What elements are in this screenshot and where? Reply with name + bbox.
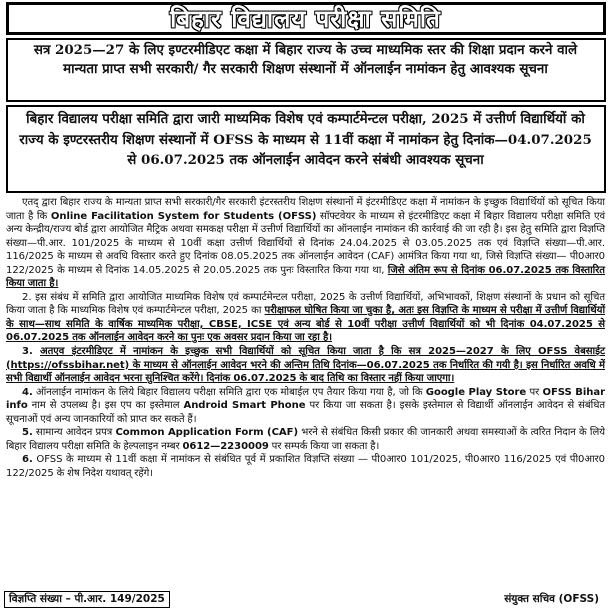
para2-text-b: परीक्षाफल घोषित किया जा चुका है, अतः इस विज्ञप्ति के माध्यम से परीक्षा में उत्तीर्ण विद्यार्थियों के साथ—साथ समिति के वार्षिक माध्यमिक परीक्षा, CBSE, ICSE एवं अन्य बोर्ड से 10वीं परीक्षा उत्तीर्ण विद्यार्थियों को भी दिनांक 04.07.2025 से 06.07.2025 तक ऑनलाईन आवेदन करने का पुनः एक अवसर प्रदान किया जा रहा है। bbox=[6, 305, 605, 344]
para5-text-c: पर सम्पर्क किया जा सकता है। bbox=[268, 440, 380, 452]
para4-app-name: OFSS Bihar info bbox=[6, 386, 606, 412]
paragraph-3 bbox=[6, 345, 605, 386]
para3-number: 3. bbox=[22, 346, 33, 358]
para2-number: 2. bbox=[22, 291, 32, 303]
header-title: बिहार विद्यालय परीक्षा समिति bbox=[170, 4, 441, 33]
notice-footer bbox=[4, 590, 607, 608]
para1-ofss: Online Facilitation System for Students (OFSS) bbox=[50, 210, 317, 222]
para1-rest: सॉफ्टवेयर के माध्यम से इंटरमीडिएट कक्षा में बिहार विद्यालय परीक्षा समिति एवं अन्य केन्द्रीय/राज्य बोर्ड द्वारा आयोजित मैट्रिक अथवा समकक्ष परीक्षा में उत्तीर्ण विद्यार्थियों का ऑनलाईन नामांकन की कार्रवाई की जा रही है। इस हेतु समिति द्वारा विज्ञप्ति संख्या—पी.आर. 101/2025 के माध्यम से 10वीं कक्षा उत्तीर्ण विद्यार्थियों से दिनांक 24.04.2025 से 03.05.2025 तक एवं विज्ञप्ति संख्या—पी.आर. 116/2025 के माध्यम से अवधि विस्तार करते हुए दिनांक 08.05.2025 तक ऑनलाईन आवेदन (CAF) आमंत्रित किया गया था, जिसे विज्ञप्ति संख्या— पी0आर0 122/2025 के माध्यम से दिनांक 14.05.2025 से 20.05.2025 तक पुनः विस्तारित किया गया था, bbox=[6, 210, 606, 276]
para6-number: 6. bbox=[22, 454, 33, 466]
reference-number: विज्ञप्ति संख्या – पी.आर. 149/2025 bbox=[4, 591, 170, 608]
notice-box-2-text: बिहार विद्यालय परीक्षा समिति द्वारा जारी माध्यमिक विशेष एवं कम्पार्टमेन्टल परीक्षा, 2025 में उत्तीर्ण विद्यार्थियों को राज्य के इण्टरस्तरीय शिक्षण संस्थानों में OFSS के माध्यम से 11वीं कक्षा में नामांकन हेतु दिनांक—04.07.2025 से 06.07.2025 तक ऑनलाईन आवेदन करने संबंधी आवश्यक सूचना bbox=[19, 111, 592, 168]
notice-box-2 bbox=[6, 105, 606, 193]
para1-intro: एतद् द्वारा बिहार राज्य के मान्यता प्राप्त सभी सरकारी/गैर सरकारी इंटरस्तरीय शिक्षण संस्थानों में इंटरमीडिएट कक्षा में नामांकन के इच्छुक विद्यार्थियों को सूचित किया जाता है कि bbox=[6, 197, 605, 222]
para3-text: अतएव इंटरमीडिएट में नामांकन के इच्छुक सभी विद्यार्थियों को सूचित किया जाता है कि सत्र 2025—2027 के लिए OFSS वेबसाईट (https://ofssbihar.net) के माध्यम से ऑनलाईन आवेदन भरने की अन्तिम तिथि दिनांक—06.07.2025 तक निर्धारित की गयी है। इस निर्धारित अवधि में सभी विद्यार्थी ऑनलाईन आवेदन भरना सुनिश्चित करेंगे। दिनांक 06.07.2025 के बाद तिथि का विस्तार नहीं किया जाएगा। bbox=[6, 346, 605, 385]
paragraph-1 bbox=[6, 196, 605, 291]
para5-helpline: 0612—2230009 bbox=[182, 440, 269, 452]
paragraph-4 bbox=[6, 386, 605, 427]
para4-text-b: पर bbox=[526, 386, 543, 398]
para4-text-c: नाम से उपलब्ध है। इस एप का इस्तेमाल bbox=[27, 400, 184, 412]
para4-text-a: ऑनलाईन नामांकन के लिये बिहार विद्यालय परीक्षा समिति द्वारा एक मोबाईल एप तैयार किया गया है, जो कि bbox=[36, 386, 426, 398]
para5-text-b: भरने से संबंधित किसी प्रकार की जानकारी अथवा समस्याओं के त्वरित निदान के लिये बिहार विद्यालय परीक्षा समिति के हेल्पलाइन नम्बर bbox=[6, 427, 606, 452]
notice-box-1-text: सत्र 2025—27 के लिए इण्टरमीडिएट कक्षा में बिहार राज्य के उच्च माध्यमिक स्तर की शिक्षा प्रदान करने वाले मान्यता प्राप्त सभी सरकारी/ गैर सरकारी शिक्षण संस्थानों में ऑनलाईन नामांकन हेतु आवश्यक सूचना bbox=[33, 42, 578, 78]
signatory: संयुक्त सचिव (OFSS) bbox=[504, 593, 599, 605]
header-banner bbox=[6, 2, 606, 35]
para2-text-a: इस संबंध में समिति द्वारा आयोजित माध्यमिक विशेष एवं कम्पार्टमेन्टल परीक्षा, 2025 के उत्तीर्ण विद्यार्थियों, अभिभावकों, शिक्षण संस्थानों के प्रधान को सूचित किया जाता है कि माध्यमिक विशेष एवं कम्पार्टमेन्टल परीक्षा, 2025 का bbox=[6, 291, 605, 317]
paragraph-2 bbox=[6, 291, 605, 345]
paragraph-6 bbox=[6, 453, 605, 480]
para5-number: 5. bbox=[22, 427, 33, 439]
paragraph-5 bbox=[6, 426, 605, 453]
para5-text-a: सामान्य आवेदन प्रपत्र bbox=[35, 427, 116, 439]
para4-google-play: Google Play Store bbox=[425, 386, 527, 398]
para1-end: जिसे अंतिम रूप से दिनांक 06.07.2025 तक विस्तारित किया जाता है। bbox=[6, 264, 605, 290]
notice-box-1 bbox=[6, 38, 606, 102]
notice-body bbox=[4, 196, 607, 480]
para4-text-d: पर किया जा सकता है। इसके इस्तेमाल से विद्यार्थी ऑनलाईन आवेदन से संबंधित सूचनाओं एवं अन्य जानकारियों को प्राप्त कर सकते हैं। bbox=[6, 400, 605, 425]
para4-android: Android Smart Phone bbox=[183, 400, 306, 412]
para5-caf: Common Application Form (CAF) bbox=[115, 427, 299, 439]
para6-text: OFSS के माध्यम से 11वीं कक्षा में नामांकन से संबंधित पूर्व में प्रकाशित विज्ञप्ति संख्या — पी0आर0 101/2025, पी0आर0 116/2025 एवं पी0आर0 122/2025 के शेष निदेश यथावत् रहेंगे। bbox=[6, 454, 606, 479]
para4-number: 4. bbox=[22, 386, 33, 398]
